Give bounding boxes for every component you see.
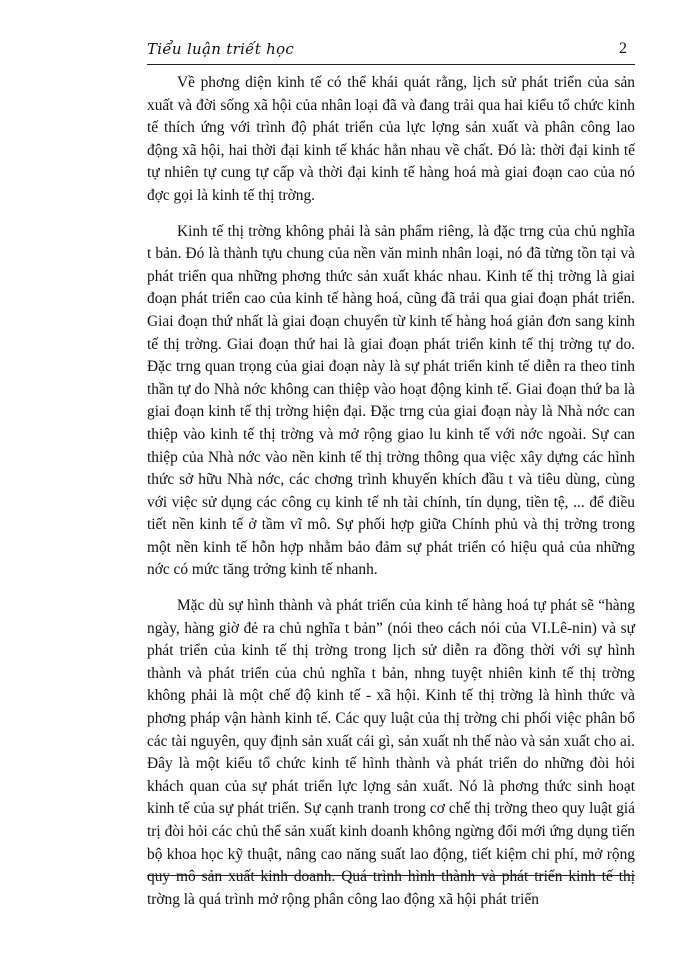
paragraph-3: Mặc dù sự hình thành và phát triển của kinh tế hàng hoá tự phát sẽ “hàng ngày, hàng giờ đẻ ra chủ nghĩa t bản” (nói theo cách nói của VI.Lê-nin) và sự phát triển của kinh tế thị trờng trong lịch sử diễn ra đồng thời với sự hình thành và phát triển của chủ nghĩa t bản, nhng tuyệt nhiên kinh tế thị trờng không phải là một chế độ kinh tế - xã hội. Kinh tế thị trờng là hình thức và phơng pháp vận hành kinh tế. Các quy luật của thị trờng chi phối việc phân bổ các tài nguyên, quy định sản xuất cái gì, sản xuất nh thế nào và sản xuất cho ai. Đây là một kiểu tổ chức kinh tế hình thành và phát triển do những đòi hỏi khách quan của sự phát triển lực lợng sản xuất. Nó là phơng thức sinh hoạt kinh tế của sự phát triển. Sự cạnh tranh trong cơ chế thị trờng theo quy luật giá trị đòi hỏi các chủ thể sản xuất kinh doanh không ngừng đổi mới ứng dụng tiến bộ khoa học kỹ thuật, nâng cao năng suất lao động, tiết kiệm chi phí, mở rộng quy mô sản xuất kinh doanh. Quá trình hình thành và phát triển kinh tế thị trờng là quá trình mở rộng phân công lao động xã hội phát triển xyxy=(147,597,635,908)
page-number: 2 xyxy=(619,40,627,57)
paragraph-1: Về phơng diện kinh tế có thể khái quát rằng, lịch sử phát triển của sản xuất và đời sống xã hội của nhân loại đã và đang trải qua hai kiểu tổ chức kinh tế thích ứng với trình độ phát triển của lực lợng sản xuất và phân công lao động xã hội, hai thời đại kinh tế khác hẳn nhau về chất. Đó là: thời đại kinh tế tự nhiên tự cung tự cấp và thời đại kinh tế hàng hoá mà giai đoạn cao của nó đợc gọi là kinh tế thị trờng. xyxy=(147,74,635,204)
document-body xyxy=(147,72,635,924)
footer-rule xyxy=(147,875,635,876)
header-title: Tiểu luận triết học xyxy=(147,40,295,58)
paragraph-2: Kinh tế thị trờng không phải là sản phẩm riêng, là đặc trng của chủ nghĩa t bản. Đó là thành tựu chung của nền văn minh nhân loại, nó đã từng tồn tại và phát triển qua những phơng thức sản xuất khác nhau. Kinh tế thị trờng là giai đoạn phát triển cao của kinh tế hàng hoá, cũng đã trải qua giai đoạn phát triển. Giai đoạn thứ nhất là giai đoạn chuyển từ kinh tế hàng hoá giản đơn sang kinh tế thị trờng. Giai đoạn thứ hai là giai đoạn phát triển kinh tế thị trờng tự do. Đặc trng quan trọng của giai đoạn này là sự phát triển kinh tế diễn ra theo tinh thần tự do Nhà nớc không can thiệp vào hoạt động kinh tế. Giai đoạn thứ ba là giai đoạn kinh tế thị trờng hiện đại. Đặc trng của giai đoạn này là Nhà nớc can thiệp vào kinh tế thị trờng và mở rộng giao lu kinh tế với nớc ngoài. Sự can thiệp của Nhà nớc vào nền kinh tế thị trờng thông qua việc xây dựng các hình thức sở hữu Nhà nớc, các chơng trình khuyến khích đầu t và tiêu dùng, cùng với việc sử dụng các công cụ kinh tế nh tài chính, tín dụng, tiền tệ, ... để điều tiết nền kinh tế ở tầm vĩ mô. Sự phối hợp giữa Chính phủ và thị trờng trong một nền kinh tế hỗn hợp nhằm bảo đảm sự phát triển có hiệu quả của những nớc có mức tăng trởng kinh tế nhanh. xyxy=(147,222,635,579)
page-header xyxy=(147,40,635,65)
